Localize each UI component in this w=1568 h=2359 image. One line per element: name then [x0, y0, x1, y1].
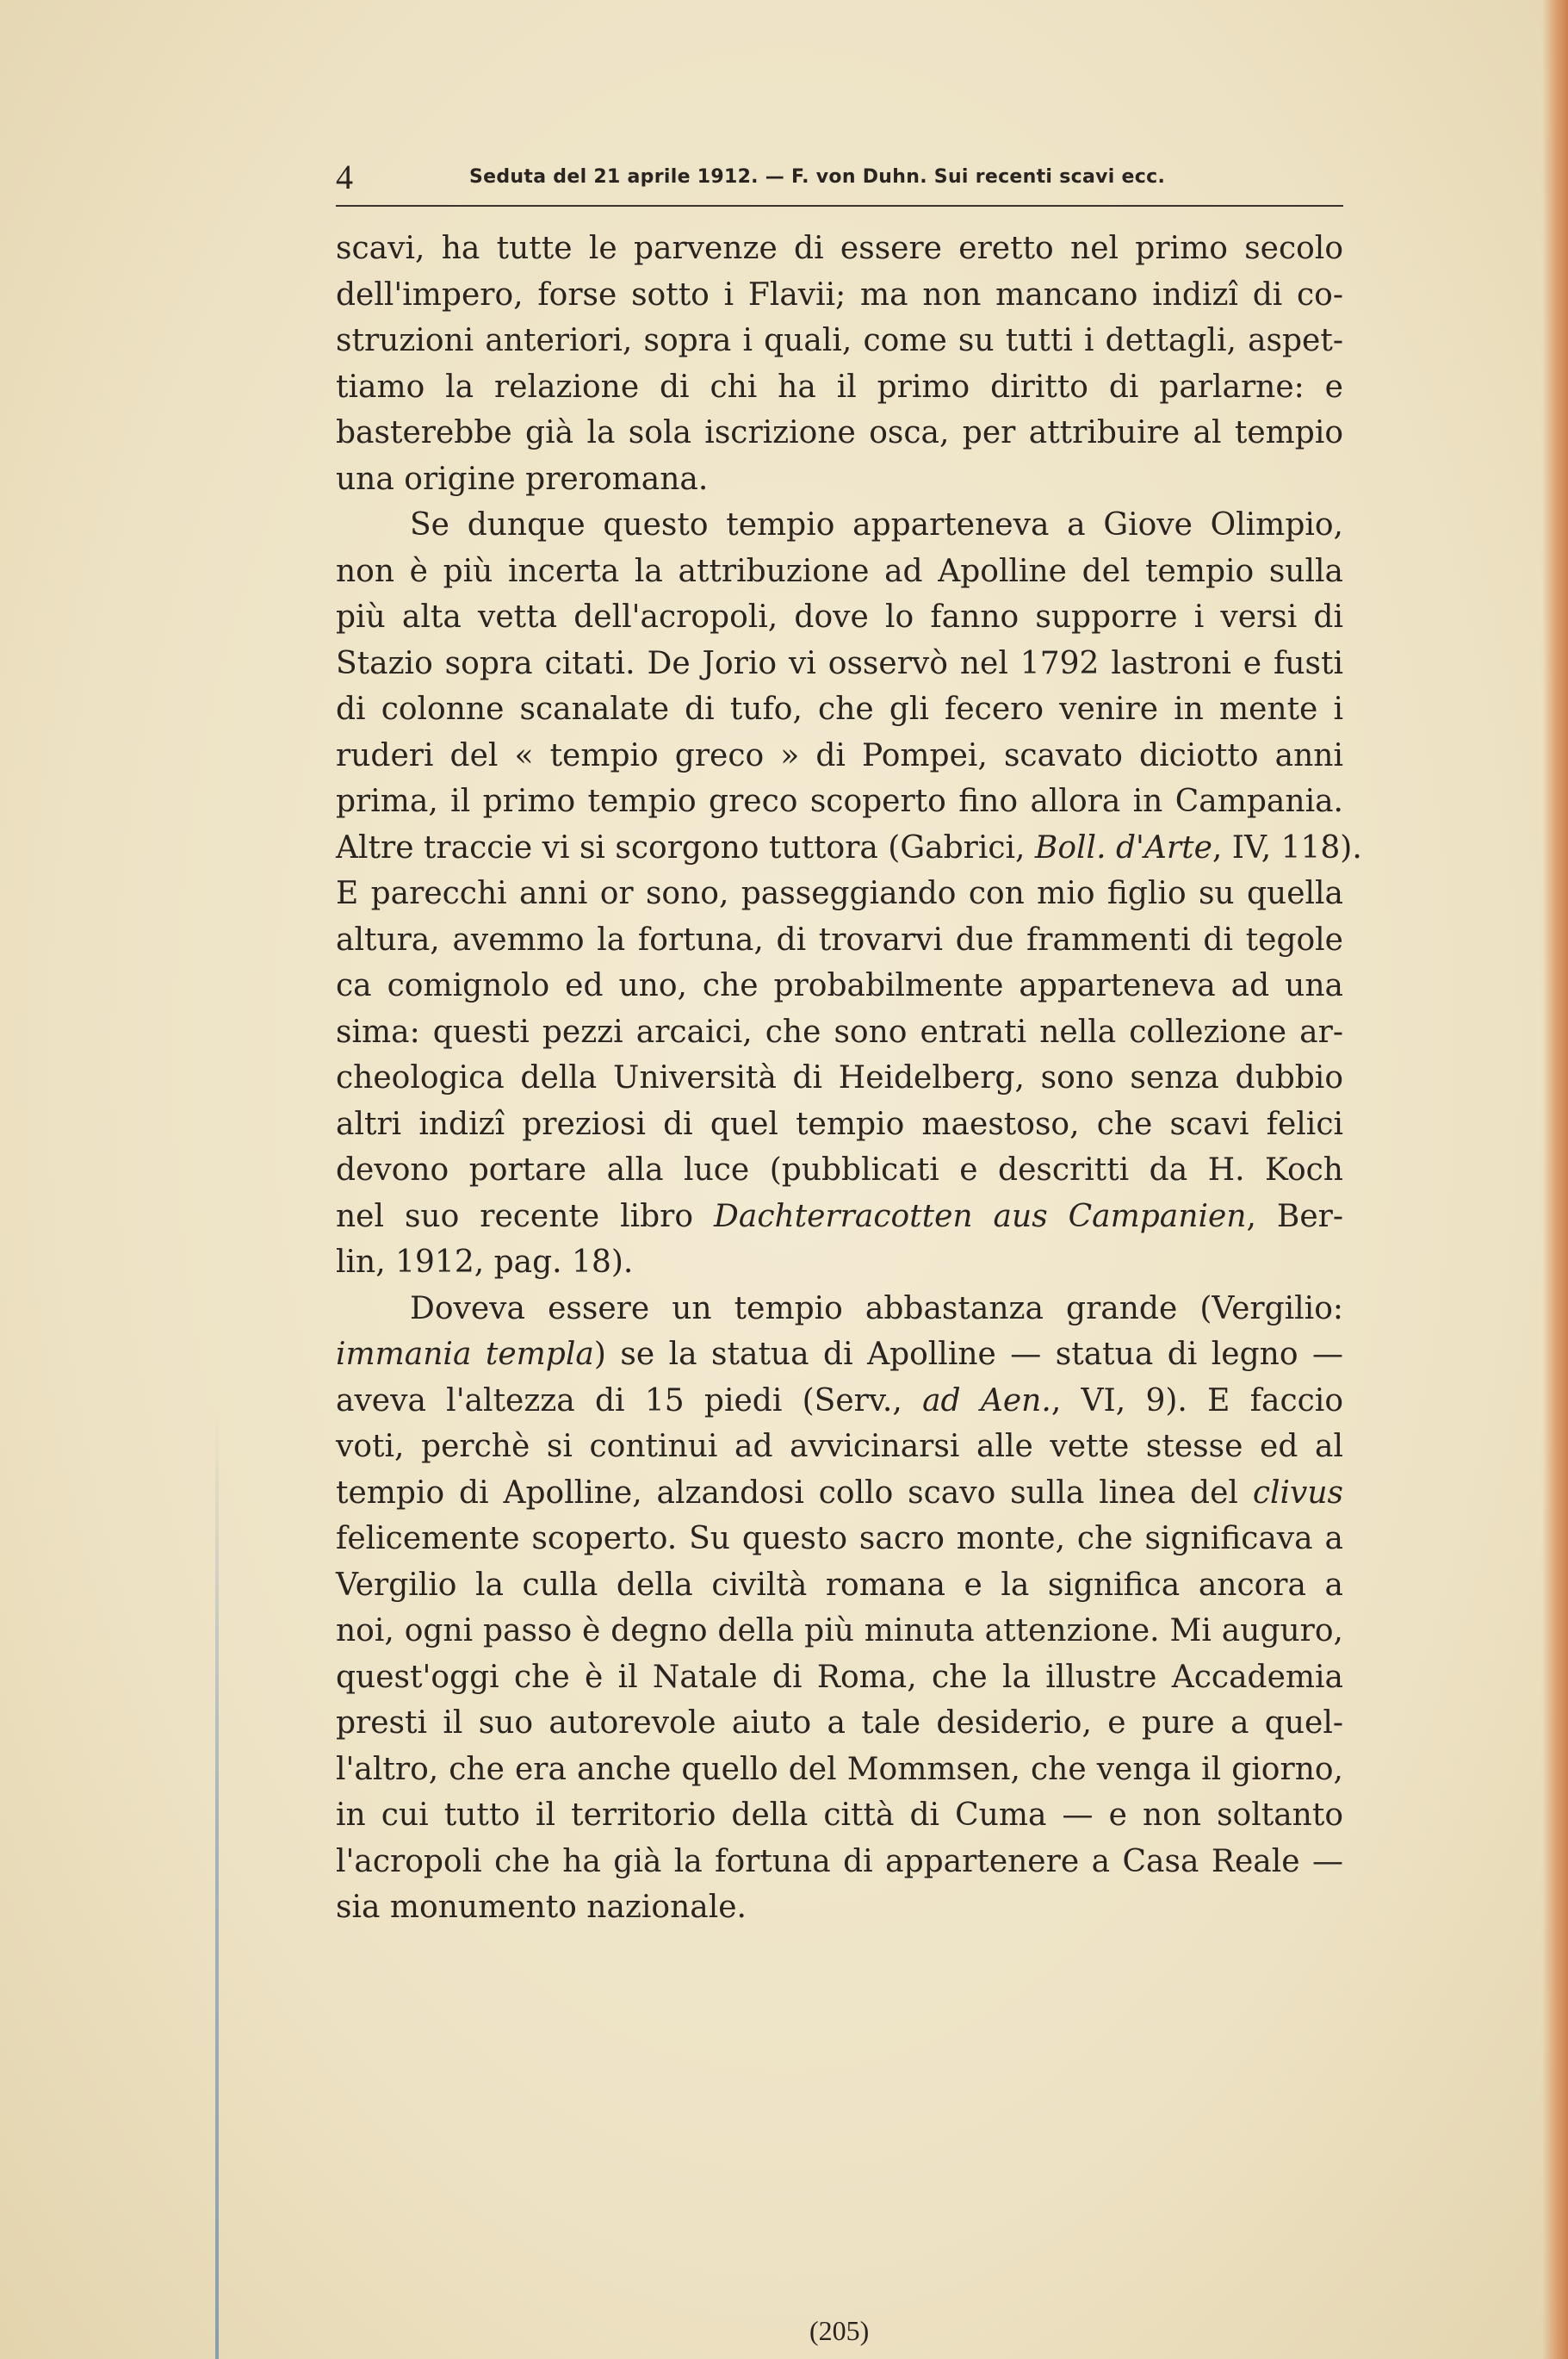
line-text: non è più incerta la attribuzione ad Apolline del tempio sulla — [336, 553, 1343, 589]
text-line — [336, 1792, 1343, 1839]
text-line — [336, 733, 1343, 779]
text-line — [336, 1608, 1343, 1654]
text-line — [336, 686, 1343, 733]
line-text: scavi, ha tutte le parvenze di essere eretto nel primo secolo — [336, 231, 1343, 266]
italic-text: clivus — [1252, 1474, 1343, 1511]
text-line — [336, 594, 1343, 641]
text-line — [336, 779, 1343, 825]
line-text: in cui tutto il territorio della città di Cuma — e non soltanto — [336, 1797, 1343, 1833]
line-text: cheologica della Università di Heidelberg, sono senza dubbio — [336, 1060, 1343, 1096]
text-line — [336, 502, 1343, 549]
italic-text: Dachterracotten aus Campanien — [714, 1198, 1247, 1234]
text-line — [336, 641, 1343, 687]
text-line — [336, 963, 1343, 1009]
line-text: di colonne scanalate di tufo, che gli fecero venire in mente i — [336, 692, 1343, 727]
text-line — [336, 364, 1343, 411]
italic-text: ad Aen. — [922, 1382, 1051, 1419]
line-text: altri indizî preziosi di quel tempio maestoso, che scavi felici — [336, 1106, 1343, 1142]
line-text: Vergilio la culla della civiltà romana e la significa ancora a — [336, 1567, 1343, 1603]
text-line — [336, 1516, 1343, 1562]
text-line — [336, 1700, 1343, 1747]
text-line — [336, 410, 1343, 456]
line-text: struzioni anteriori, sopra i quali, come su tutti i dettagli, aspet- — [336, 323, 1343, 358]
line-text: devono portare alla luce (pubblicati e descritti da H. Koch — [336, 1152, 1343, 1188]
italic-text: Boll. d'Arte — [1034, 829, 1212, 866]
text-line — [336, 226, 1343, 272]
line-text: tempio di Apolline, alzandosi collo scavo sulla linea del — [336, 1474, 1253, 1511]
text-line — [336, 456, 1343, 503]
text-line — [336, 272, 1343, 319]
italic-text: immania templa — [336, 1337, 594, 1372]
text-line — [336, 1147, 1343, 1194]
line-text: tiamo la relazione di chi ha il primo diritto di parlarne: e — [336, 369, 1343, 405]
line-text: quest'oggi che è il Natale di Roma, che la illustre Accademia — [336, 1659, 1343, 1695]
line-text: Altre traccie vi si scorgono tuttora (Gabrici, — [336, 829, 1035, 866]
line-text: sima: questi pezzi arcaici, che sono entrati nella collezione ar- — [336, 1014, 1343, 1050]
text-line — [336, 318, 1343, 364]
line-text: ruderi del « tempio greco » di Pompei, scavato diciotto anni — [336, 737, 1343, 773]
line-text: felicemente scoperto. Su questo sacro monte, che significava a — [336, 1521, 1343, 1556]
page-reference: (205) — [809, 2315, 870, 2346]
line-text: più alta vetta dell'acropoli, dove lo fanno supporre i versi di — [336, 599, 1343, 635]
line-text: presti il suo autorevole aiuto a tale desiderio, e pure a quel- — [336, 1705, 1343, 1741]
line-text: Doveva essere un tempio abbastanza grande (Vergilio: — [410, 1290, 1343, 1326]
text-line — [336, 917, 1343, 964]
line-text: ca comignolo ed uno, che probabilmente apparteneva ad una — [336, 968, 1343, 1003]
line-text: una origine preromana. — [336, 461, 709, 497]
line-text: voti, perchè si continui ad avvicinarsi alle vette stesse ed al — [336, 1429, 1343, 1464]
text-line — [336, 825, 1362, 872]
running-header — [336, 153, 1343, 202]
line-text: aveva l'altezza di 15 piedi (Serv., — [336, 1382, 923, 1419]
text-line — [336, 1884, 1343, 1931]
line-text: , VI, 9). E faccio — [1050, 1382, 1343, 1419]
text-line — [336, 1194, 1343, 1240]
line-text: nel suo recente libro — [336, 1198, 715, 1234]
text-line — [336, 1286, 1343, 1332]
line-text: sia monumento nazionale. — [336, 1890, 747, 1925]
text-line — [336, 1009, 1343, 1056]
line-text: basterebbe già la sola iscrizione osca, per attribuire al tempio — [336, 415, 1343, 450]
line-text: , Ber- — [1246, 1198, 1343, 1234]
line-text: Se dunque questo tempio apparteneva a Giove Olimpio, — [410, 507, 1343, 543]
running-title: Seduta del 21 aprile 1912. — F. von Duhn. Sui recenti scavi ecc. — [469, 166, 1166, 188]
margin-stain — [215, 1412, 219, 2359]
text-line — [336, 1654, 1343, 1701]
line-text: E parecchi anni or sono, passeggiando con mio figlio su quella — [336, 876, 1343, 911]
header-rule — [336, 205, 1343, 207]
line-text: dell'impero, forse sotto i Flavii; ma non mancano indizî di co- — [336, 276, 1343, 313]
line-text: altura, avemmo la fortuna, di trovarvi due frammenti di tegole — [336, 922, 1343, 958]
text-line — [336, 1102, 1343, 1148]
line-text: , IV, 118). — [1212, 829, 1362, 866]
line-text: lin, 1912, pag. 18). — [336, 1245, 634, 1280]
line-text: l'acropoli che ha già la fortuna di appartenere a Casa Reale — — [336, 1843, 1343, 1879]
text-line — [336, 1424, 1343, 1470]
text-line — [336, 871, 1343, 917]
text-line — [336, 1239, 1343, 1286]
text-line — [336, 1055, 1343, 1102]
line-text: noi, ogni passo è degno della più minuta attenzione. Mi auguro, — [336, 1613, 1343, 1648]
line-text: Stazio sopra citati. De Jorio vi osservò nel 1792 lastroni e fusti — [336, 645, 1343, 681]
text-line — [336, 1470, 1343, 1517]
text-line — [336, 1562, 1343, 1609]
text-line — [336, 1747, 1343, 1793]
text-line — [336, 549, 1343, 595]
text-line — [336, 1378, 1343, 1425]
text-line — [336, 1332, 1343, 1378]
body-text — [336, 226, 1362, 1931]
page-edge-discoloration — [1542, 0, 1568, 2359]
line-text: ) se la statua di Apolline — statua di legno — — [593, 1337, 1343, 1372]
line-text: l'altro, che era anche quello del Mommsen, che venga il giorno, — [336, 1751, 1343, 1787]
text-line — [336, 1839, 1343, 1885]
line-text: prima, il primo tempio greco scoperto fino allora in Campania. — [336, 784, 1343, 819]
page-number: 4 — [336, 158, 353, 196]
